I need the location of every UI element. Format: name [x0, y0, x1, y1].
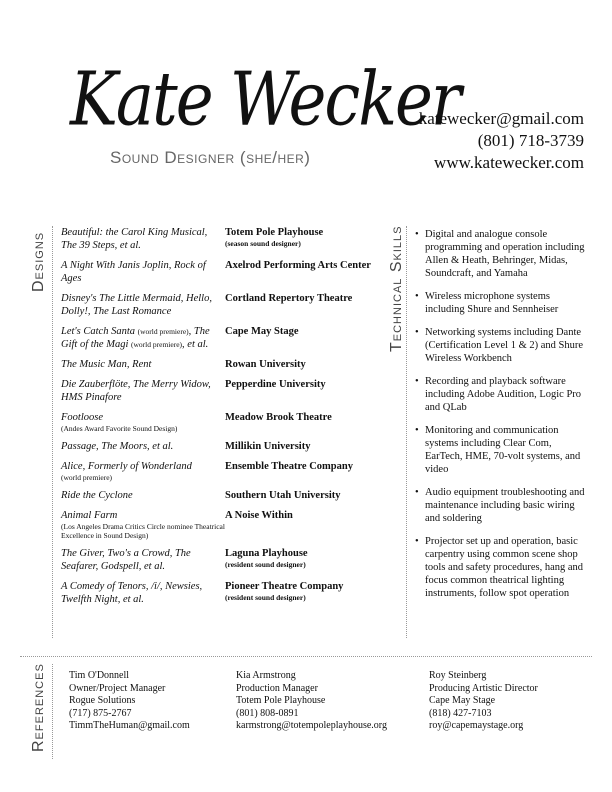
design-row	[61, 358, 386, 371]
design-row	[61, 547, 386, 573]
website-link[interactable]: www.katewecker.com	[434, 153, 584, 172]
design-show: The Giver, Two's a Crowd, The Seafarer, Godspell, et al.	[61, 548, 191, 572]
design-show: Ride the Cyclone	[61, 490, 133, 501]
design-venue: Axelrod Performing Arts Center	[225, 260, 371, 271]
design-show: A Comedy of Tenors, /i/, Newsies, Twelfth Night, et al.	[61, 581, 203, 605]
designs-divider	[52, 226, 53, 638]
design-show: Passage, The Moors, et al.	[61, 441, 174, 452]
skill-item: • Recording and playback software including Adobe Audition, Logic Pro and QLab	[415, 376, 582, 413]
design-venue: Meadow Brook Theatre	[225, 412, 332, 423]
reference-email[interactable]: TimmTheHuman@gmail.com	[69, 720, 190, 731]
design-show: Disney's The Little Mermaid, Hello, Dolly!, The Last Romance	[61, 293, 212, 317]
role-title: Sound Designer (she/her)	[110, 148, 311, 167]
design-row	[61, 259, 386, 285]
design-venue: Pepperdine University	[225, 379, 326, 390]
design-show: Beautiful: the Carol King Musical, The 39 Steps, et al.	[61, 227, 208, 251]
reference-title: Production Manager	[236, 682, 318, 694]
skills-section-label: Technical Skills	[388, 225, 405, 352]
design-show: Alice, Formerly of Wonderland (world premiere)	[61, 461, 192, 482]
reference-phone: (717) 875-2767	[69, 707, 132, 719]
design-venue: Totem Pole Playhouse (season sound designer)	[225, 227, 324, 248]
skills-divider	[406, 226, 407, 638]
design-row	[61, 325, 386, 351]
reference-name: Kia Armstrong	[236, 670, 296, 681]
reference-title: Owner/Project Manager	[69, 682, 166, 694]
design-row	[61, 226, 386, 252]
design-row	[61, 509, 386, 540]
design-venue: Ensemble Theatre Company	[225, 461, 353, 472]
bullet-icon: •	[415, 487, 419, 498]
skill-item: • Networking systems including Dante (Certification Level 1 & 2) and Shure Wireless Workbench	[415, 327, 584, 364]
references-vertical-divider	[52, 664, 53, 759]
reference-email[interactable]: karmstrong@totempoleplayhouse.org	[236, 720, 387, 731]
skill-item: • Projector set up and operation, basic carpentry using common scene shop tools and safety procedures, hang and focus common theatrical lighting instruments, follow spot operation	[415, 536, 584, 599]
design-row	[61, 580, 386, 606]
design-row	[61, 440, 386, 453]
design-venue: Cortland Repertory Theatre	[225, 293, 353, 304]
skill-item: • Audio equipment troubleshooting and maintenance including basic wiring and soldering	[415, 487, 585, 524]
design-row	[61, 489, 386, 502]
designs-section-label: Designs	[30, 231, 47, 292]
skill-item: • Monitoring and communication systems including Clear Com, EarTech, HME, 70-volt systems, and video	[415, 425, 581, 475]
reference-phone: (801) 808-0891	[236, 707, 299, 719]
design-venue: Millikin University	[225, 441, 311, 452]
design-show: The Music Man, Rent	[61, 359, 152, 370]
reference-org: Totem Pole Playhouse	[236, 695, 326, 706]
skill-item: • Digital and analogue console programming and operation including Allen & Heath, Behringer, Midas, Soundcraft, and Yamaha	[415, 229, 585, 279]
bullet-icon: •	[415, 327, 419, 338]
design-show: Let's Catch Santa (world premiere), The Gift of the Magi (world premiere), et al.	[61, 326, 210, 350]
design-show: Animal Farm (Los Angeles Drama Critics Circle nominee Theatrical Excellence in Sound Design)	[61, 510, 225, 540]
bullet-icon: •	[415, 291, 419, 302]
reference-title: Producing Artistic Director	[429, 682, 538, 694]
reference-name: Roy Steinberg	[429, 670, 487, 681]
email-link[interactable]: katewecker@gmail.com	[418, 109, 584, 128]
reference-org: Rogue Solutions	[69, 695, 136, 706]
reference-card	[69, 670, 190, 733]
design-row	[61, 411, 386, 433]
design-row	[61, 378, 386, 404]
design-venue: Rowan University	[225, 359, 306, 370]
reference-card	[429, 670, 538, 733]
design-venue: Cape May Stage	[225, 326, 299, 337]
skills-list	[415, 228, 590, 610]
design-show: A Night With Janis Joplin, Rock of Ages	[61, 260, 206, 284]
bullet-icon: •	[415, 536, 419, 547]
design-venue: Southern Utah University	[225, 490, 341, 501]
design-show: Footloose (Andes Award Favorite Sound Design)	[61, 412, 178, 433]
reference-phone: (818) 427-7103	[429, 707, 492, 719]
skill-item: • Wireless microphone systems including Shure and Sennheiser	[415, 291, 559, 315]
design-show: Die Zauberflöte, The Merry Widow, HMS Pinafore	[61, 379, 211, 403]
reference-org: Cape May Stage	[429, 695, 496, 706]
name-signature: Kate Wecker	[70, 58, 460, 144]
references-section-label: References	[30, 663, 47, 752]
reference-email[interactable]: roy@capemaystage.org	[429, 720, 524, 731]
references-divider	[20, 656, 592, 657]
bullet-icon: •	[415, 229, 419, 240]
phone-number: (801) 718-3739	[477, 131, 584, 150]
contact-block	[419, 108, 584, 174]
design-venue: A Noise Within	[225, 510, 293, 521]
reference-name: Tim O'Donnell	[69, 670, 130, 681]
bullet-icon: •	[415, 376, 419, 387]
design-venue: Pioneer Theatre Company (resident sound designer)	[225, 581, 344, 602]
reference-card	[236, 670, 387, 733]
bullet-icon: •	[415, 425, 419, 436]
design-row	[61, 460, 386, 482]
design-row	[61, 292, 386, 318]
design-venue: Laguna Playhouse (resident sound designer)	[225, 548, 308, 569]
designs-list	[61, 226, 386, 613]
